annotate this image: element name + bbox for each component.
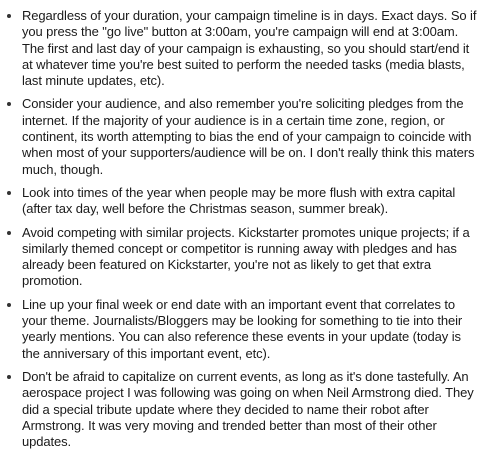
bullet-icon (7, 191, 11, 195)
bullet-icon (7, 231, 11, 235)
list-item (0, 96, 479, 177)
list-item (0, 369, 479, 450)
tips-bullet-list (0, 8, 479, 450)
bullet-icon (7, 303, 11, 307)
list-item-text: Consider your audience, and also remember you're soliciting pledges from the internet. If the majority of your audience is in a certain time zone, region, or continent, its worth attempting to bias the end of your campaign to coincide with when most of your supporters/audience will be on. I don't really think this maters much, though. (22, 96, 475, 177)
bullet-icon (7, 375, 11, 379)
list-item (0, 297, 479, 362)
list-item-text: Regardless of your duration, your campaign timeline is in days. Exact days. So if you press the "go live" button at 3:00am, you're campaign will end at 3:00am. The first and last day of your campaign is exhausting, so you should start/end it at whatever time you're best suited to perform the needed tasks (media blasts, last minute updates, etc). (22, 8, 477, 89)
list-item-text: Line up your final week or end date with an important event that correlates to your theme. Journalists/Bloggers may be looking for something to tie into their yearly mentions. You can also reference these events in your update (today is the anniversary of this important event, etc). (22, 296, 463, 361)
list-item-text: Don't be afraid to capitalize on current events, as long as it's done tastefully. An aerospace project I was following was going on when Neil Armstrong died. They did a special tribute update where they decided to name their robot after Armstrong. It was very moving and trended better than most of their other updates. (22, 368, 474, 450)
list-item (0, 8, 479, 89)
bullet-icon (7, 14, 11, 18)
list-item (0, 225, 479, 290)
bullet-icon (7, 102, 11, 106)
list-item (0, 185, 479, 218)
list-item-text: Avoid competing with similar projects. Kickstarter promotes unique projects; if a similarly themed concept or competitor is running away with pledges and has already been featured on Kickstarter, you're not as likely to get that extra promotion. (22, 224, 470, 289)
list-item-text: Look into times of the year when people may be more flush with extra capital (after tax day, well before the Christmas season, summer break). (22, 184, 456, 217)
